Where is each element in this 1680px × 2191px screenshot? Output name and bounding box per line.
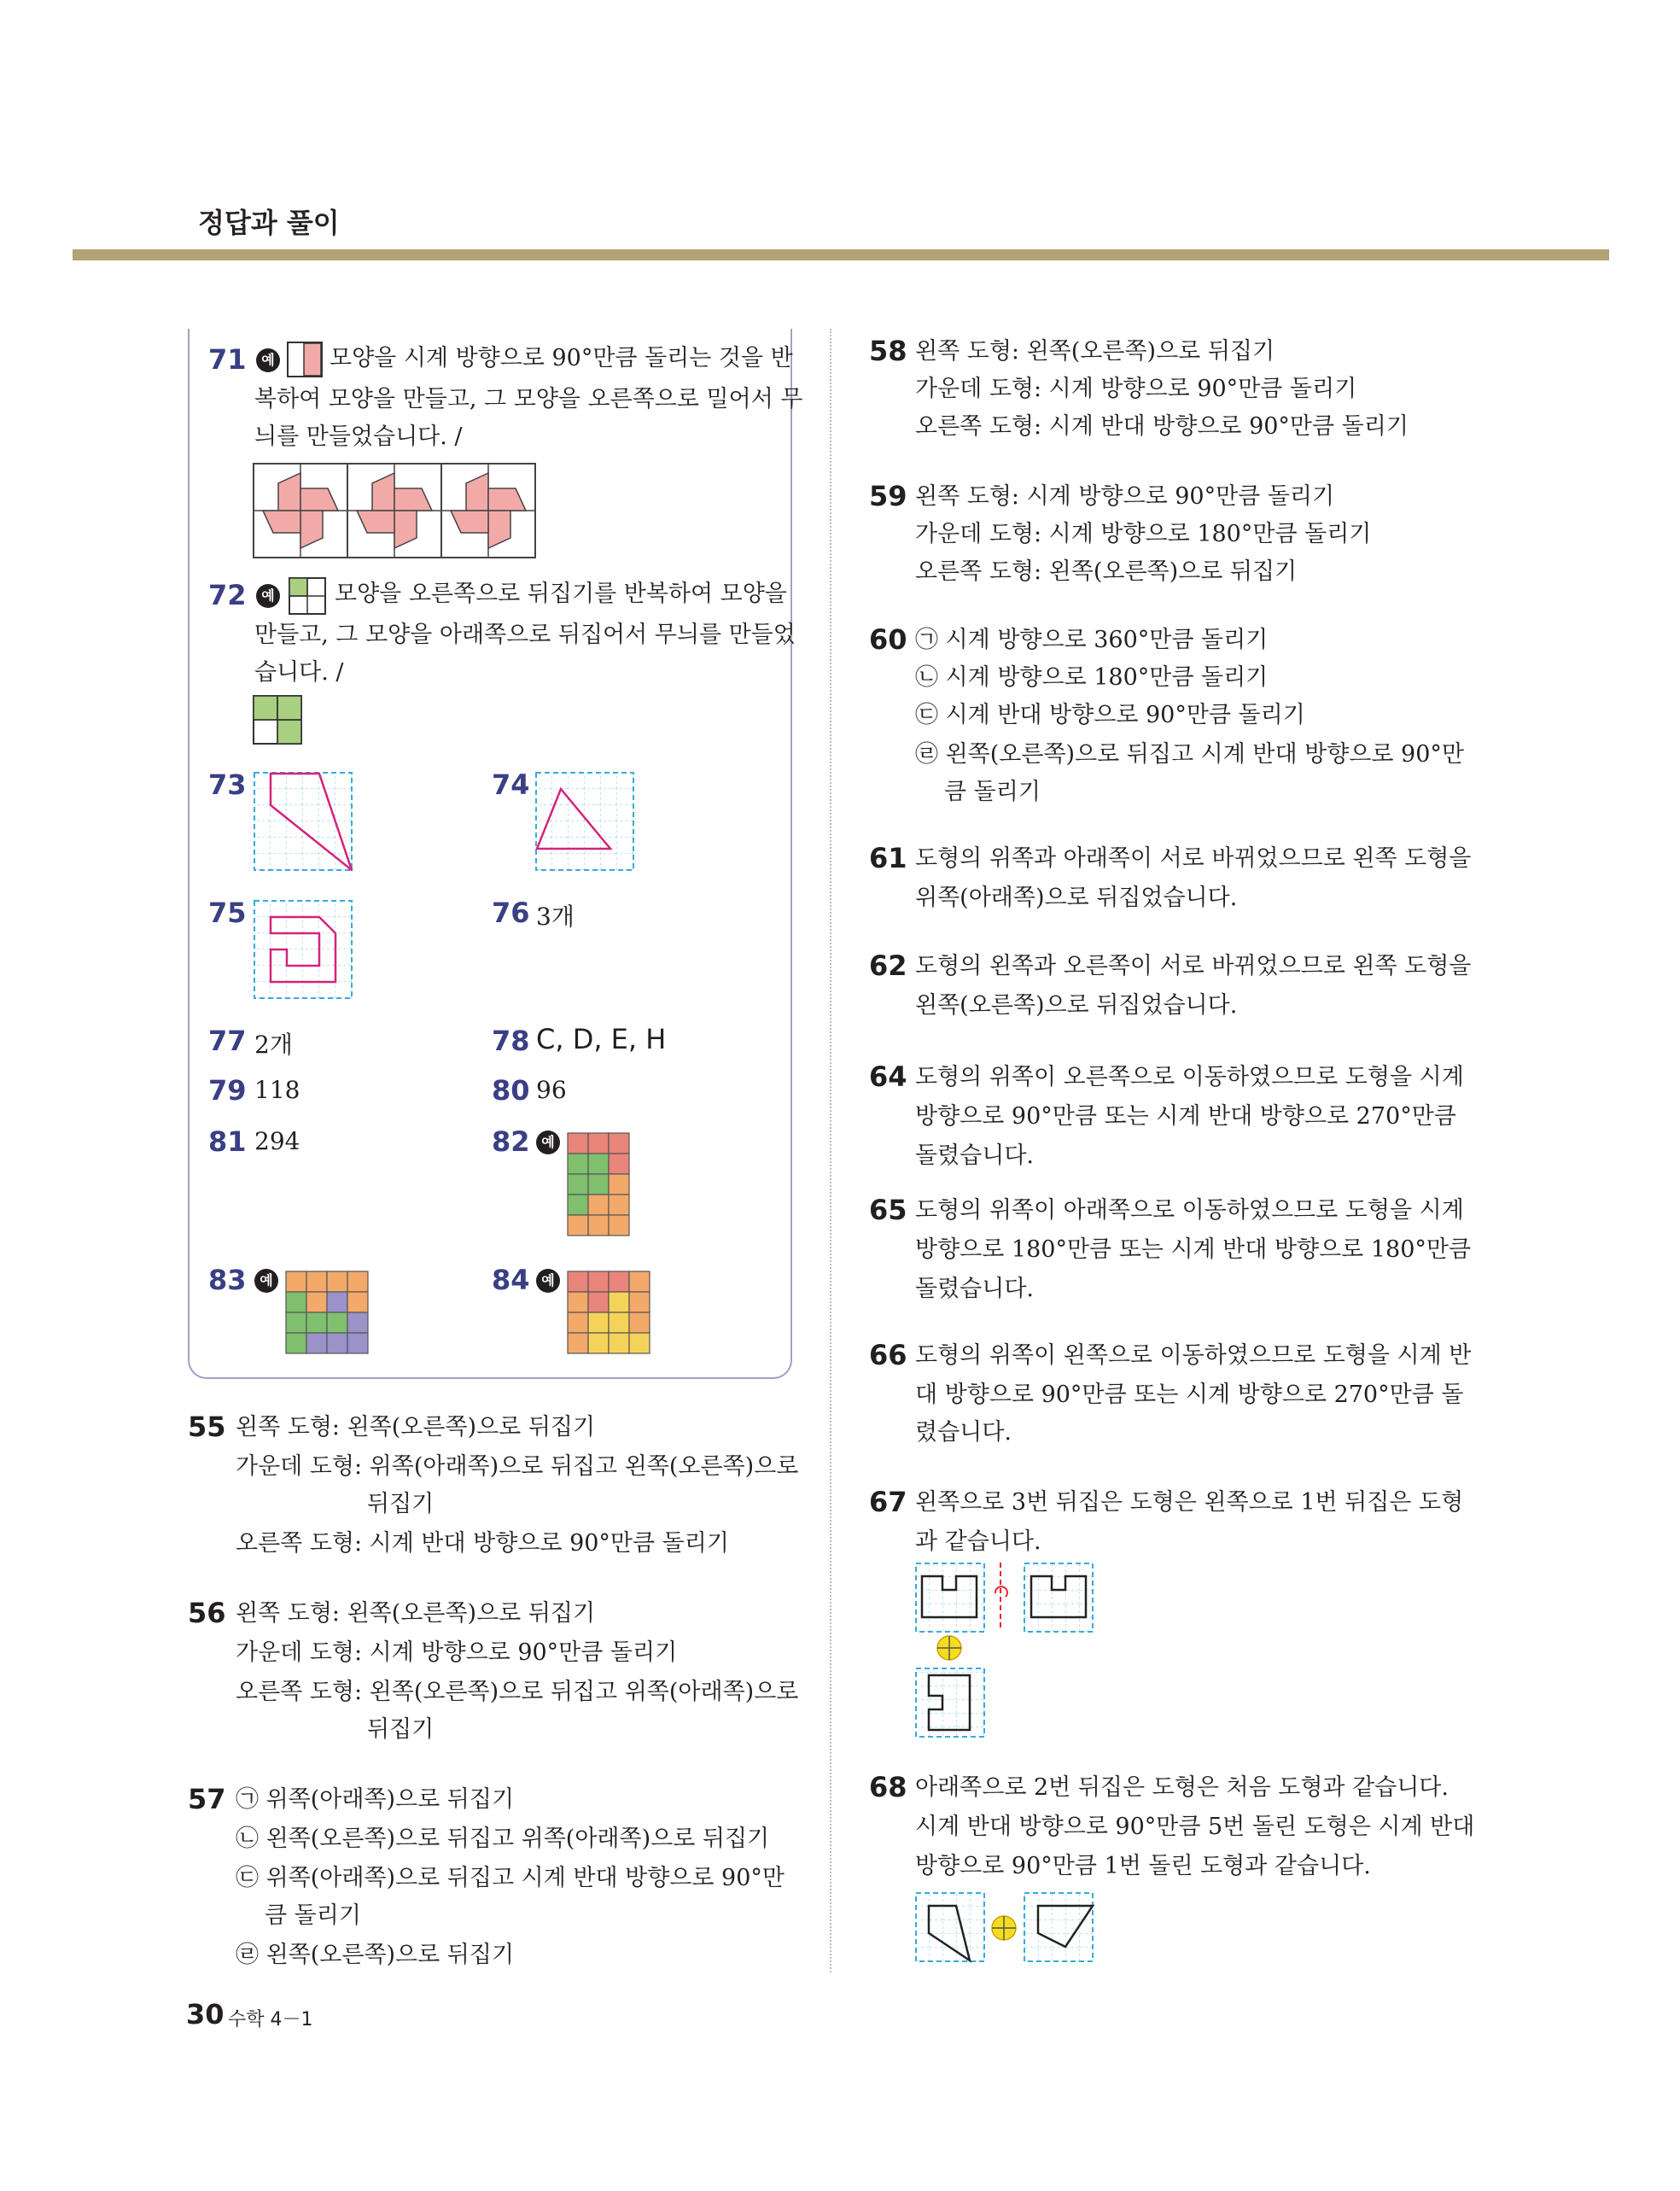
p58-line1: 왼쪽 도형: 왼쪽(오른쪽)으로 뒤집기 xyxy=(915,338,1275,365)
problem-number-65: 65 xyxy=(869,1194,907,1226)
p62-line1: 도형의 왼쪽과 오른쪽이 서로 바뀌었으므로 왼쪽 도형을 xyxy=(915,953,1472,979)
problem-number-72: 72 xyxy=(208,579,247,611)
p59-line2: 가운데 도형: 시계 방향으로 180°만큼 돌리기 xyxy=(915,521,1372,547)
p57-line2: ㉡ 왼쪽(오른쪽)으로 뒤집고 위쪽(아래쪽)으로 뒤집기 xyxy=(236,1826,770,1852)
p62-line2: 왼쪽(오른쪽)으로 뒤집었습니다. xyxy=(915,992,1238,1019)
example-mark: 예 xyxy=(256,348,280,372)
p71-line1: 모양을 시계 방향으로 90°만큼 돌리는 것을 반 xyxy=(330,345,793,371)
p72-line1: 모양을 오른쪽으로 뒤집기를 반복하여 모양을 xyxy=(335,581,787,607)
answer-84-tile-figure xyxy=(567,1271,652,1356)
p57-line4: 큼 돌리기 xyxy=(265,1902,361,1929)
p64-line3: 돌렸습니다. xyxy=(915,1142,1034,1169)
p68-line1: 아래쪽으로 2번 뒤집은 도형은 처음 도형과 같습니다. xyxy=(915,1774,1449,1801)
example-mark: 예 xyxy=(254,1269,278,1293)
p61-line1: 도형의 위쪽과 아래쪽이 서로 바뀌었으므로 왼쪽 도형을 xyxy=(915,845,1472,872)
page-header-title: 정답과 풀이 xyxy=(198,207,340,239)
green-pattern-figure xyxy=(253,695,302,745)
problem-number-78: 78 xyxy=(492,1025,530,1057)
problem-number-77: 77 xyxy=(208,1025,247,1057)
p64-line2: 방향으로 90°만큼 또는 시계 반대 방향으로 270°만큼 xyxy=(915,1103,1456,1130)
problem-number-58: 58 xyxy=(869,335,907,367)
p64-line1: 도형의 위쪽이 오른쪽으로 이동하였으므로 도형을 시계 xyxy=(915,1064,1464,1090)
p56-line4: 뒤집기 xyxy=(367,1716,435,1743)
p72-line3: 습니다. / xyxy=(254,659,344,686)
header-rule xyxy=(73,249,1609,260)
p65-line3: 돌렸습니다. xyxy=(915,1276,1034,1302)
answer-78: C, D, E, H xyxy=(536,1023,667,1055)
problem-number-73: 73 xyxy=(208,768,247,801)
problem-number-67: 67 xyxy=(869,1486,907,1518)
problem-number-68: 68 xyxy=(869,1771,907,1803)
p55-line2: 가운데 도형: 위쪽(아래쪽)으로 뒤집고 왼쪽(오른쪽)으로 xyxy=(236,1453,799,1480)
p55-line4: 오른쪽 도형: 시계 반대 방향으로 90°만큼 돌리기 xyxy=(236,1530,729,1557)
problem-number-84: 84 xyxy=(492,1264,530,1296)
answer-79: 118 xyxy=(254,1076,300,1104)
p68-line2: 시계 반대 방향으로 90°만큼 5번 돌린 도형은 시계 반대 xyxy=(915,1814,1475,1840)
answer-77: 2개 xyxy=(254,1031,293,1059)
problem-number-64: 64 xyxy=(869,1060,907,1093)
green-square-unit-icon xyxy=(289,577,326,615)
p71-line3: 늬를 만들었습니다. / xyxy=(254,424,463,450)
problem-number-80: 80 xyxy=(492,1074,530,1107)
problem-number-60: 60 xyxy=(869,623,907,656)
problem-number-56: 56 xyxy=(188,1597,226,1629)
p59-line1: 왼쪽 도형: 시계 방향으로 90°만큼 돌리기 xyxy=(915,483,1335,510)
pinwheel-pattern-figure xyxy=(253,463,538,558)
p60-line4: ㉣ 왼쪽(오른쪽)으로 뒤집고 시계 반대 방향으로 90°만 xyxy=(915,741,1464,768)
page-number: 30 xyxy=(186,1998,225,2030)
p60-line5: 큼 돌리기 xyxy=(944,779,1041,805)
p57-line5: ㉣ 왼쪽(오른쪽)으로 뒤집기 xyxy=(236,1942,515,1968)
answer-82-tile-figure xyxy=(567,1132,632,1238)
p60-line3: ㉢ 시계 반대 방향으로 90°만큼 돌리기 xyxy=(915,702,1305,728)
problem-number-57: 57 xyxy=(188,1783,226,1815)
p56-line2: 가운데 도형: 시계 방향으로 90°만큼 돌리기 xyxy=(236,1639,678,1666)
example-mark: 예 xyxy=(536,1269,560,1293)
p72-line2: 만들고, 그 모양을 아래쪽으로 뒤집어서 무늬를 만들었 xyxy=(254,622,796,648)
problem-number-62: 62 xyxy=(869,949,907,982)
problem-number-71: 71 xyxy=(208,343,247,376)
problem-number-82: 82 xyxy=(492,1125,530,1158)
problem-number-76: 76 xyxy=(492,897,530,929)
p65-line2: 방향으로 180°만큼 또는 시계 반대 방향으로 180°만큼 xyxy=(915,1236,1472,1263)
p55-line3: 뒤집기 xyxy=(367,1491,435,1517)
footer-book-label: 수학 4－1 xyxy=(228,2009,313,2030)
p66-line2: 대 방향으로 90°만큼 또는 시계 방향으로 270°만큼 돌 xyxy=(915,1382,1464,1408)
p67-line1: 왼쪽으로 3번 뒤집은 도형은 왼쪽으로 1번 뒤집은 도형 xyxy=(915,1489,1464,1516)
p67-line2: 과 같습니다. xyxy=(915,1528,1041,1555)
example-mark: 예 xyxy=(256,584,280,608)
example-mark: 예 xyxy=(536,1131,560,1154)
answer-73-figure xyxy=(254,772,353,871)
p59-line3: 오른쪽 도형: 왼쪽(오른쪽)으로 뒤집기 xyxy=(915,558,1298,585)
p57-line1: ㉠ 위쪽(아래쪽)으로 뒤집기 xyxy=(236,1786,515,1813)
problem-number-83: 83 xyxy=(208,1264,247,1296)
p58-line3: 오른쪽 도형: 시계 반대 방향으로 90°만큼 돌리기 xyxy=(915,413,1409,440)
answer-81: 294 xyxy=(254,1127,300,1155)
problem-number-81: 81 xyxy=(208,1125,247,1158)
problem-number-59: 59 xyxy=(869,480,907,512)
p61-line2: 위쪽(아래쪽)으로 뒤집었습니다. xyxy=(915,885,1238,911)
p66-line1: 도형의 위쪽이 왼쪽으로 이동하였으므로 도형을 시계 반 xyxy=(915,1342,1472,1369)
answer-83-tile-figure xyxy=(285,1271,370,1356)
p57-line3: ㉢ 위쪽(아래쪽)으로 뒤집고 시계 반대 방향으로 90°만 xyxy=(236,1865,785,1891)
answer-76: 3개 xyxy=(536,903,575,931)
problem-number-75: 75 xyxy=(208,897,247,929)
p65-line1: 도형의 위쪽이 아래쪽으로 이동하였으므로 도형을 시계 xyxy=(915,1197,1464,1224)
p71-line2: 복하여 모양을 만들고, 그 모양을 오른쪽으로 밀어서 무 xyxy=(254,386,803,412)
problem-number-79: 79 xyxy=(208,1074,247,1107)
p66-line3: 렸습니다. xyxy=(915,1419,1012,1446)
problem-number-61: 61 xyxy=(869,842,907,874)
problem-number-55: 55 xyxy=(188,1411,226,1443)
p55-line1: 왼쪽 도형: 왼쪽(오른쪽)으로 뒤집기 xyxy=(236,1414,596,1440)
problem-number-66: 66 xyxy=(869,1339,907,1371)
pinwheel-unit-icon xyxy=(287,342,323,377)
p60-line1: ㉠ 시계 방향으로 360°만큼 돌리기 xyxy=(915,627,1269,653)
p56-line1: 왼쪽 도형: 왼쪽(오른쪽)으로 뒤집기 xyxy=(236,1600,596,1627)
p60-line2: ㉡ 시계 방향으로 180°만큼 돌리기 xyxy=(915,664,1269,691)
p68-line3: 방향으로 90°만큼 1번 돌린 도형과 같습니다. xyxy=(915,1853,1371,1879)
answer-68-figure xyxy=(915,1892,1103,1964)
p58-line2: 가운데 도형: 시계 방향으로 90°만큼 돌리기 xyxy=(915,376,1357,402)
p56-line3: 오른쪽 도형: 왼쪽(오른쪽)으로 뒤집고 위쪽(아래쪽)으로 xyxy=(236,1679,799,1705)
answer-75-figure xyxy=(254,900,353,999)
answer-67-figure xyxy=(915,1563,1103,1738)
column-divider xyxy=(830,329,831,1972)
problem-number-74: 74 xyxy=(492,768,530,801)
answer-74-figure xyxy=(535,772,634,871)
answer-80: 96 xyxy=(536,1076,567,1104)
